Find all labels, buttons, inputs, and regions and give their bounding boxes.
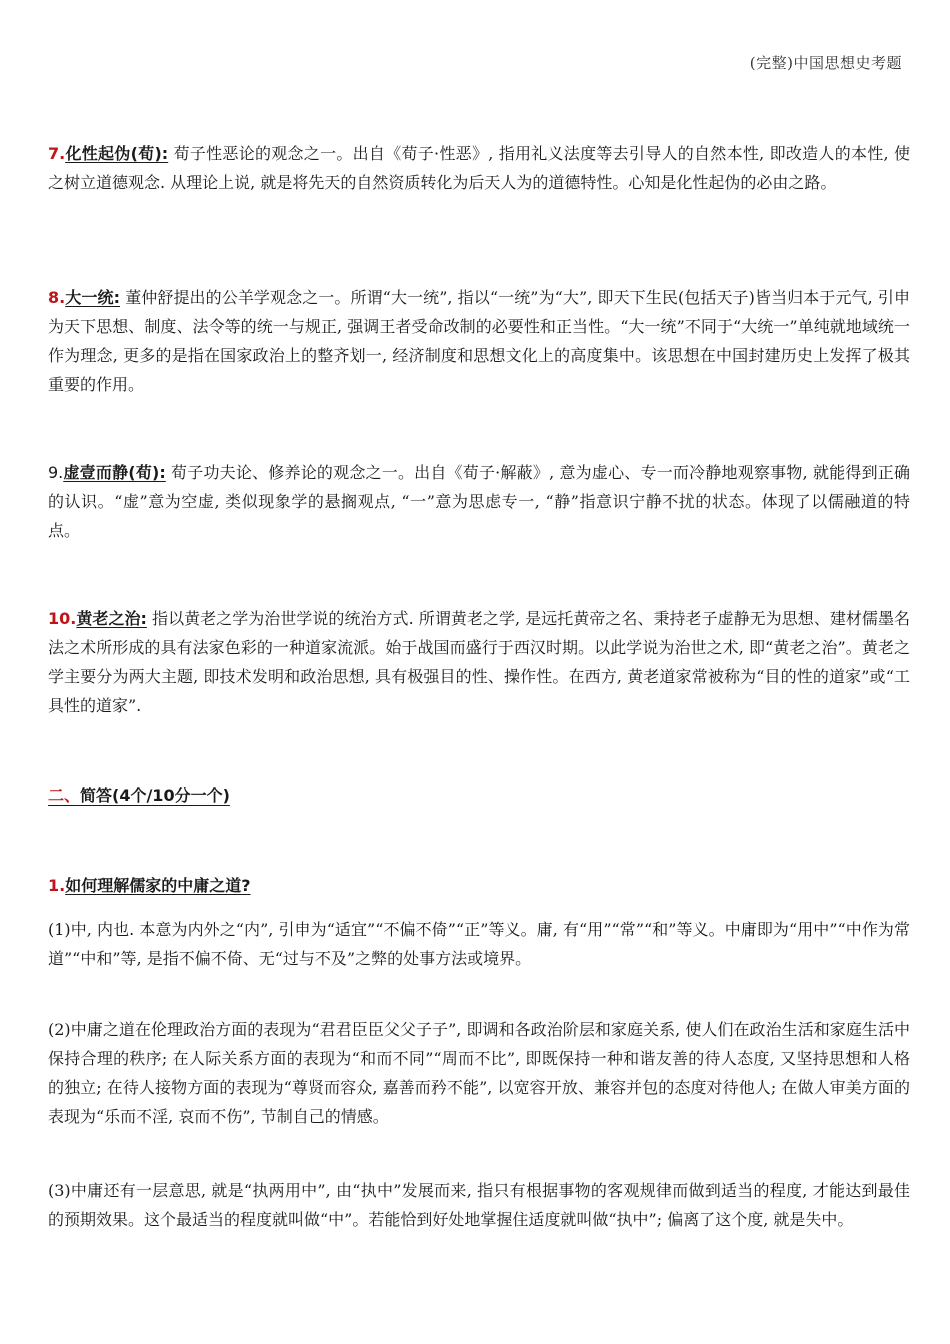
term-number: 7. bbox=[48, 144, 66, 163]
term-title: 大一统: bbox=[65, 288, 120, 307]
answer-paragraph-1: (1)中, 内也. 本意为内外之“内”, 引申为“适宜”“不偏不倚”“正”等义。庸, 有“用”“常”“和”等义。中庸即为“用中”“中作为常道”“中和”等, 是指不偏不倚、无“过与不及”之弊的处事方法或境界。 bbox=[48, 920, 910, 968]
term-entry-10 bbox=[48, 604, 910, 720]
term-entry-7 bbox=[48, 139, 910, 197]
question-title bbox=[48, 873, 251, 896]
term-definition: 荀子功夫论、修养论的观念之一。出自《荀子·解蔽》, 意为虚心、专一而冷静地观察事物, 就能得到正确的认识。“虚”意为空虚, 类似现象学的悬搁观点, “一”意为思虑专一, “静”指意识宁静不扰的状态。体现了以儒融道的特点。 bbox=[48, 463, 910, 540]
document-header: (完整)中国思想史考题 bbox=[749, 54, 902, 72]
section-title: 简答(4个/10分一个) bbox=[80, 786, 230, 805]
term-definition: 董仲舒提出的公羊学观念之一。所谓“大一统”, 指以“一统”为“大”, 即天下生民(包括天子)皆当归本于元气, 引申为天下思想、制度、法令等的统一与规正, 强调王者受命改制的必要性和正当性。“大一统”不同于“大统一”单纯就地域统一作为理念, 更多的是指在国家政治上的整齐划一, 经济制度和思想文化上的高度集中。该思想在中国封建历史上发挥了极其重要的作用。 bbox=[48, 288, 910, 394]
section-prefix: 二、 bbox=[48, 786, 81, 805]
answer-paragraph-3: (3)中庸还有一层意思, 就是“执两用中”, 由“执中”发展而来, 指只有根据事物的客观规律而做到适当的程度, 才能达到最佳的预期效果。这个最适当的程度就叫做“中”。若能恰到好处地掌握住适度就叫做“执中”; 偏离了这个度, 就是失中。 bbox=[48, 1181, 910, 1229]
term-definition: 指以黄老之学为治世学说的统治方式. 所谓黄老之学, 是远托黄帝之名、秉持老子虚静无为思想、建材儒墨名法之术所形成的具有法家色彩的一种道家流派。始于战国而盛行于西汉时期。以此学说为治世之术, 即“黄老之治”。黄老之学主要分为两大主题, 即技术发明和政治思想, 具有极强目的性、操作性。在西方, 黄老道家常被称为“目的性的道家”或“工具性的道家”. bbox=[48, 609, 910, 715]
term-title: 黄老之治: bbox=[76, 609, 147, 628]
question-text: 如何理解儒家的中庸之道? bbox=[65, 876, 251, 895]
term-title: 虚壹而静(荀): bbox=[63, 463, 166, 482]
term-number: 9. bbox=[48, 463, 64, 482]
section-heading bbox=[48, 783, 230, 806]
term-number: 10. bbox=[48, 609, 77, 628]
question-number: 1. bbox=[48, 876, 66, 895]
term-entry-9 bbox=[48, 458, 910, 545]
term-definition: 荀子性恶论的观念之一。出自《荀子·性恶》, 指用礼义法度等去引导人的自然本性, 即改造人的本性, 使之树立道德观念. 从理论上说, 就是将先天的自然资质转化为后天人为的道德特性。心知是化性起伪的必由之路。 bbox=[48, 144, 910, 192]
term-number: 8. bbox=[48, 288, 66, 307]
answer-paragraph-2: (2)中庸之道在伦理政治方面的表现为“君君臣臣父父子子”, 即调和各政治阶层和家庭关系, 使人们在政治生活和家庭生活中保持合理的秩序; 在人际关系方面的表现为“和而不同”“周而不比”, 即既保持一种和谐友善的待人态度, 又坚持思想和人格的独立; 在待人接物方面的表现为“尊贤而容众, 嘉善而矜不能”, 以宽容开放、兼容并包的态度对待他人; 在做人审美方面的表现为“乐而不淫, 哀而不伤”, 节制自己的情感。 bbox=[48, 1020, 910, 1126]
term-title: 化性起伪(荀): bbox=[65, 144, 169, 163]
term-entry-8 bbox=[48, 283, 910, 399]
